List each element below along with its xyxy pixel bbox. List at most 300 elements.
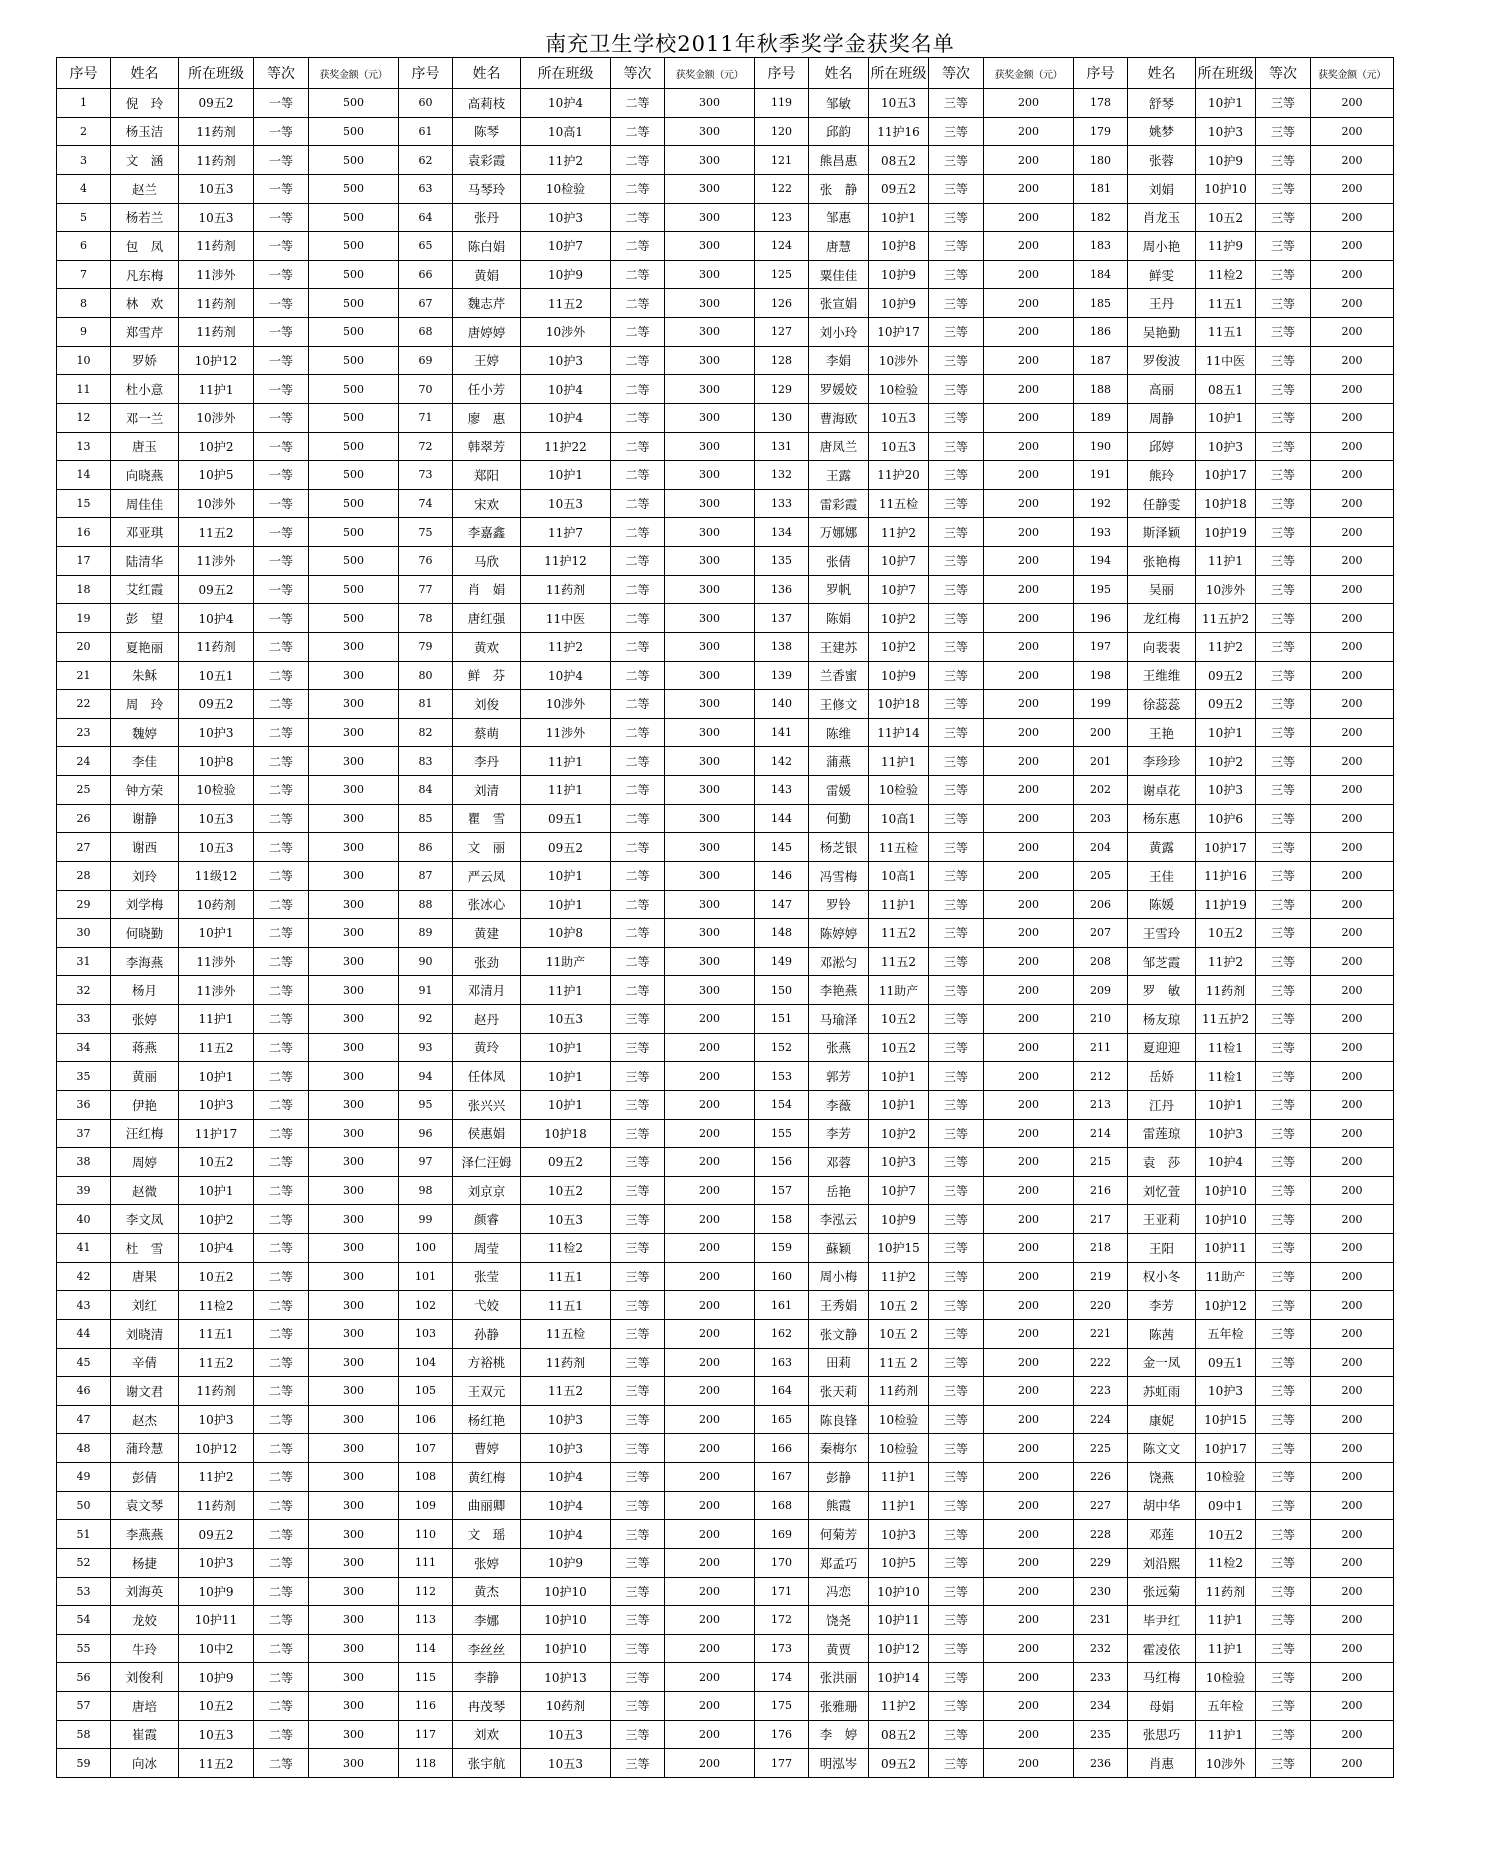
award-grade: 三等	[611, 1463, 665, 1492]
award-amount: 200	[665, 1119, 755, 1148]
class-name: 11护16	[1196, 861, 1256, 890]
award-amount: 200	[984, 632, 1074, 661]
award-amount: 300	[309, 1606, 399, 1635]
table-row	[57, 1491, 1394, 1520]
header-grade: 等次	[611, 58, 665, 89]
student-name: 袁彩霞	[453, 146, 521, 175]
award-amount: 200	[1311, 1606, 1394, 1635]
row-number: 34	[57, 1033, 111, 1062]
class-name: 10护9	[869, 1205, 929, 1234]
award-amount: 200	[984, 1491, 1074, 1520]
class-name: 10护15	[869, 1234, 929, 1263]
award-amount: 200	[665, 1377, 755, 1406]
student-name: 文 瑶	[453, 1520, 521, 1549]
student-name: 唐慧	[809, 232, 869, 261]
row-number: 48	[57, 1434, 111, 1463]
row-number: 230	[1074, 1577, 1128, 1606]
student-name: 张文静	[809, 1319, 869, 1348]
award-amount: 300	[309, 632, 399, 661]
student-name: 刘娟	[1128, 174, 1196, 203]
class-name: 10涉外	[869, 346, 929, 375]
class-name: 10护4	[521, 1463, 611, 1492]
row-number: 67	[399, 289, 453, 318]
student-name: 王艳	[1128, 718, 1196, 747]
row-number: 162	[755, 1319, 809, 1348]
award-grade: 三等	[1256, 575, 1311, 604]
class-name: 10护9	[179, 1577, 254, 1606]
award-amount: 200	[984, 1148, 1074, 1177]
row-number: 94	[399, 1062, 453, 1091]
award-amount: 500	[309, 174, 399, 203]
class-name: 11五检	[869, 489, 929, 518]
class-name: 10护4	[521, 403, 611, 432]
award-amount: 200	[1311, 833, 1394, 862]
student-name: 张冰心	[453, 890, 521, 919]
award-amount: 200	[1311, 1377, 1394, 1406]
class-name: 10护1	[179, 1176, 254, 1205]
class-name: 11护1	[869, 1463, 929, 1492]
student-name: 杨红艳	[453, 1405, 521, 1434]
award-amount: 300	[665, 260, 755, 289]
row-number: 59	[57, 1749, 111, 1778]
student-name: 李娜	[453, 1606, 521, 1635]
award-grade: 二等	[611, 346, 665, 375]
row-number: 183	[1074, 232, 1128, 261]
award-amount: 200	[1311, 604, 1394, 633]
student-name: 文 涵	[111, 146, 179, 175]
award-grade: 三等	[929, 1090, 984, 1119]
row-number: 85	[399, 804, 453, 833]
award-grade: 二等	[611, 861, 665, 890]
class-name: 11五1	[521, 1262, 611, 1291]
class-name: 11护1	[869, 890, 929, 919]
class-name: 10涉外	[179, 403, 254, 432]
table-row	[57, 1148, 1394, 1177]
row-number: 25	[57, 776, 111, 805]
award-amount: 200	[984, 174, 1074, 203]
award-grade: 三等	[1256, 1005, 1311, 1034]
class-name: 10高1	[869, 804, 929, 833]
award-grade: 三等	[929, 1463, 984, 1492]
class-name: 10护12	[179, 1434, 254, 1463]
award-grade: 一等	[254, 346, 309, 375]
row-number: 114	[399, 1634, 453, 1663]
student-name: 何菊芳	[809, 1520, 869, 1549]
row-number: 172	[755, 1606, 809, 1635]
row-number: 219	[1074, 1262, 1128, 1291]
table-row	[57, 890, 1394, 919]
row-number: 185	[1074, 289, 1128, 318]
class-name: 11涉外	[179, 260, 254, 289]
class-name: 10护9	[1196, 146, 1256, 175]
row-number: 150	[755, 976, 809, 1005]
table-body	[57, 89, 1394, 1778]
student-name: 邓蓉	[809, 1148, 869, 1177]
student-name: 陈文文	[1128, 1434, 1196, 1463]
student-name: 林 欢	[111, 289, 179, 318]
award-grade: 一等	[254, 547, 309, 576]
award-grade: 三等	[1256, 1090, 1311, 1119]
table-row	[57, 518, 1394, 547]
student-name: 肖龙玉	[1128, 203, 1196, 232]
row-number: 19	[57, 604, 111, 633]
student-name: 高莉枝	[453, 89, 521, 118]
table-row	[57, 146, 1394, 175]
award-grade: 一等	[254, 403, 309, 432]
award-grade: 三等	[1256, 174, 1311, 203]
row-number: 60	[399, 89, 453, 118]
student-name: 张丹	[453, 203, 521, 232]
student-name: 谢西	[111, 833, 179, 862]
award-grade: 三等	[929, 1405, 984, 1434]
student-name: 夏艳丽	[111, 632, 179, 661]
student-name: 张兴兴	[453, 1090, 521, 1119]
header-amount: 获奖金额（元）	[1311, 58, 1394, 89]
award-amount: 200	[984, 346, 1074, 375]
student-name: 宋欢	[453, 489, 521, 518]
student-name: 陈茜	[1128, 1319, 1196, 1348]
award-amount: 300	[309, 1062, 399, 1091]
award-amount: 200	[1311, 1749, 1394, 1778]
row-number: 81	[399, 690, 453, 719]
class-name: 11助产	[521, 947, 611, 976]
class-name: 11护1	[521, 776, 611, 805]
student-name: 汪红梅	[111, 1119, 179, 1148]
row-number: 190	[1074, 432, 1128, 461]
class-name: 10五2	[1196, 919, 1256, 948]
award-amount: 500	[309, 403, 399, 432]
award-amount: 200	[984, 1692, 1074, 1721]
class-name: 10护9	[521, 260, 611, 289]
award-amount: 300	[309, 861, 399, 890]
class-name: 10护3	[1196, 432, 1256, 461]
row-number: 61	[399, 117, 453, 146]
award-amount: 200	[984, 1463, 1074, 1492]
award-grade: 三等	[1256, 1148, 1311, 1177]
table-row	[57, 1577, 1394, 1606]
student-name: 肖 娟	[453, 575, 521, 604]
table-row	[57, 346, 1394, 375]
student-name: 龙姣	[111, 1606, 179, 1635]
award-amount: 200	[1311, 547, 1394, 576]
award-grade: 二等	[254, 1033, 309, 1062]
award-amount: 200	[984, 1033, 1074, 1062]
header-no: 序号	[1074, 58, 1128, 89]
row-number: 118	[399, 1749, 453, 1778]
row-number: 54	[57, 1606, 111, 1635]
award-grade: 二等	[254, 1606, 309, 1635]
student-name: 周 玲	[111, 690, 179, 719]
class-name: 11检2	[179, 1291, 254, 1320]
award-amount: 300	[309, 1692, 399, 1721]
row-number: 227	[1074, 1491, 1128, 1520]
award-amount: 300	[665, 461, 755, 490]
award-grade: 二等	[254, 690, 309, 719]
award-amount: 200	[984, 89, 1074, 118]
class-name: 10护1	[521, 1033, 611, 1062]
award-amount: 300	[309, 976, 399, 1005]
award-amount: 200	[984, 1234, 1074, 1263]
row-number: 103	[399, 1319, 453, 1348]
row-number: 115	[399, 1663, 453, 1692]
student-name: 谢静	[111, 804, 179, 833]
award-amount: 500	[309, 89, 399, 118]
scholarship-table	[56, 57, 1394, 1778]
award-grade: 三等	[1256, 1033, 1311, 1062]
student-name: 蘇颖	[809, 1234, 869, 1263]
class-name: 10护3	[1196, 1119, 1256, 1148]
row-number: 20	[57, 632, 111, 661]
table-row	[57, 1319, 1394, 1348]
student-name: 韩翠芳	[453, 432, 521, 461]
table-row	[57, 861, 1394, 890]
row-number: 104	[399, 1348, 453, 1377]
student-name: 王露	[809, 461, 869, 490]
student-name: 钟方荣	[111, 776, 179, 805]
award-grade: 二等	[611, 547, 665, 576]
row-number: 216	[1074, 1176, 1128, 1205]
student-name: 陈维	[809, 718, 869, 747]
award-grade: 三等	[929, 1663, 984, 1692]
row-number: 128	[755, 346, 809, 375]
award-grade: 三等	[929, 747, 984, 776]
award-amount: 300	[665, 690, 755, 719]
class-name: 10护19	[1196, 518, 1256, 547]
award-amount: 200	[984, 117, 1074, 146]
class-name: 11药剂	[869, 1377, 929, 1406]
row-number: 101	[399, 1262, 453, 1291]
award-grade: 三等	[1256, 804, 1311, 833]
row-number: 90	[399, 947, 453, 976]
class-name: 10护15	[1196, 1405, 1256, 1434]
award-amount: 300	[665, 146, 755, 175]
award-grade: 三等	[1256, 461, 1311, 490]
award-grade: 三等	[611, 1634, 665, 1663]
row-number: 199	[1074, 690, 1128, 719]
row-number: 93	[399, 1033, 453, 1062]
row-number: 42	[57, 1262, 111, 1291]
row-number: 212	[1074, 1062, 1128, 1091]
class-name: 10五3	[521, 489, 611, 518]
row-number: 28	[57, 861, 111, 890]
class-name: 10护9	[179, 1663, 254, 1692]
award-amount: 200	[984, 1634, 1074, 1663]
award-amount: 300	[665, 117, 755, 146]
award-amount: 200	[984, 1377, 1074, 1406]
table-row	[57, 575, 1394, 604]
award-amount: 300	[665, 976, 755, 1005]
class-name: 10五1	[179, 661, 254, 690]
student-name: 彭倩	[111, 1463, 179, 1492]
row-number: 218	[1074, 1234, 1128, 1263]
student-name: 周佳佳	[111, 489, 179, 518]
student-name: 李文凤	[111, 1205, 179, 1234]
student-name: 饶尧	[809, 1606, 869, 1635]
row-number: 124	[755, 232, 809, 261]
student-name: 杨捷	[111, 1548, 179, 1577]
row-number: 11	[57, 375, 111, 404]
class-name: 11五2	[869, 919, 929, 948]
class-name: 09五2	[179, 575, 254, 604]
award-amount: 200	[1311, 232, 1394, 261]
row-number: 41	[57, 1234, 111, 1263]
class-name: 10护10	[1196, 1176, 1256, 1205]
award-amount: 200	[984, 1720, 1074, 1749]
row-number: 15	[57, 489, 111, 518]
student-name: 吴艳勤	[1128, 318, 1196, 347]
student-name: 唐红强	[453, 604, 521, 633]
award-amount: 200	[984, 1548, 1074, 1577]
student-name: 袁文琴	[111, 1491, 179, 1520]
student-name: 张天莉	[809, 1377, 869, 1406]
award-grade: 二等	[611, 976, 665, 1005]
row-number: 88	[399, 890, 453, 919]
class-name: 09五2	[869, 174, 929, 203]
award-amount: 200	[665, 1005, 755, 1034]
student-name: 谢文君	[111, 1377, 179, 1406]
award-amount: 200	[1311, 289, 1394, 318]
award-amount: 200	[1311, 489, 1394, 518]
award-grade: 二等	[254, 718, 309, 747]
student-name: 周小梅	[809, 1262, 869, 1291]
class-name: 10护11	[1196, 1234, 1256, 1263]
row-number: 23	[57, 718, 111, 747]
award-grade: 三等	[1256, 1663, 1311, 1692]
student-name: 蔡萌	[453, 718, 521, 747]
student-name: 肖惠	[1128, 1749, 1196, 1778]
award-grade: 二等	[611, 804, 665, 833]
award-amount: 200	[984, 146, 1074, 175]
student-name: 张燕	[809, 1033, 869, 1062]
student-name: 崔霞	[111, 1720, 179, 1749]
header-no: 序号	[57, 58, 111, 89]
award-grade: 一等	[254, 432, 309, 461]
class-name: 10五3	[869, 89, 929, 118]
award-grade: 三等	[929, 1491, 984, 1520]
class-name: 11药剂	[521, 1348, 611, 1377]
student-name: 马琴玲	[453, 174, 521, 203]
award-grade: 三等	[929, 575, 984, 604]
award-grade: 三等	[929, 861, 984, 890]
row-number: 107	[399, 1434, 453, 1463]
award-grade: 三等	[1256, 1119, 1311, 1148]
table-row	[57, 203, 1394, 232]
student-name: 斯泽颖	[1128, 518, 1196, 547]
award-grade: 三等	[929, 174, 984, 203]
award-amount: 300	[309, 1663, 399, 1692]
award-amount: 200	[665, 1319, 755, 1348]
award-grade: 三等	[1256, 289, 1311, 318]
row-number: 196	[1074, 604, 1128, 633]
award-amount: 300	[309, 1090, 399, 1119]
award-grade: 二等	[254, 1176, 309, 1205]
award-grade: 三等	[929, 976, 984, 1005]
award-amount: 200	[1311, 1176, 1394, 1205]
row-number: 10	[57, 346, 111, 375]
table-row	[57, 289, 1394, 318]
row-number: 72	[399, 432, 453, 461]
row-number: 136	[755, 575, 809, 604]
award-amount: 300	[665, 575, 755, 604]
student-name: 刘欢	[453, 1720, 521, 1749]
student-name: 王维维	[1128, 661, 1196, 690]
row-number: 100	[399, 1234, 453, 1263]
award-grade: 三等	[1256, 890, 1311, 919]
award-amount: 300	[665, 518, 755, 547]
row-number: 156	[755, 1148, 809, 1177]
award-amount: 200	[984, 518, 1074, 547]
student-name: 赵杰	[111, 1405, 179, 1434]
student-name: 李娟	[809, 346, 869, 375]
student-name: 唐培	[111, 1692, 179, 1721]
row-number: 217	[1074, 1205, 1128, 1234]
award-grade: 一等	[254, 604, 309, 633]
student-name: 李静	[453, 1663, 521, 1692]
class-name: 09五2	[869, 1749, 929, 1778]
student-name: 王秀娟	[809, 1291, 869, 1320]
table-row	[57, 1720, 1394, 1749]
student-name: 冯雪梅	[809, 861, 869, 890]
class-name: 11护2	[1196, 632, 1256, 661]
row-number: 5	[57, 203, 111, 232]
award-amount: 200	[1311, 1491, 1394, 1520]
award-grade: 三等	[1256, 1062, 1311, 1091]
row-number: 110	[399, 1520, 453, 1549]
class-name: 10护2	[1196, 747, 1256, 776]
award-grade: 三等	[929, 1348, 984, 1377]
award-grade: 三等	[611, 1090, 665, 1119]
row-number: 49	[57, 1463, 111, 1492]
student-name: 凡东梅	[111, 260, 179, 289]
award-grade: 一等	[254, 203, 309, 232]
class-name: 11药剂	[179, 289, 254, 318]
row-number: 189	[1074, 403, 1128, 432]
award-grade: 二等	[611, 146, 665, 175]
class-name: 09五2	[1196, 690, 1256, 719]
student-name: 张宇航	[453, 1749, 521, 1778]
row-number: 166	[755, 1434, 809, 1463]
row-number: 119	[755, 89, 809, 118]
student-name: 黄贾	[809, 1634, 869, 1663]
award-amount: 200	[984, 776, 1074, 805]
class-name: 10五2	[1196, 203, 1256, 232]
row-number: 200	[1074, 718, 1128, 747]
row-number: 116	[399, 1692, 453, 1721]
student-name: 黄红梅	[453, 1463, 521, 1492]
student-name: 毕尹红	[1128, 1606, 1196, 1635]
row-number: 36	[57, 1090, 111, 1119]
award-amount: 200	[984, 1090, 1074, 1119]
row-number: 122	[755, 174, 809, 203]
award-grade: 二等	[611, 461, 665, 490]
student-name: 王建苏	[809, 632, 869, 661]
row-number: 71	[399, 403, 453, 432]
award-grade: 二等	[611, 518, 665, 547]
class-name: 11护1	[521, 747, 611, 776]
row-number: 92	[399, 1005, 453, 1034]
award-amount: 500	[309, 575, 399, 604]
award-amount: 300	[665, 776, 755, 805]
award-amount: 300	[665, 289, 755, 318]
student-name: 唐婷婷	[453, 318, 521, 347]
table-row	[57, 375, 1394, 404]
award-grade: 二等	[254, 833, 309, 862]
student-name: 周小艳	[1128, 232, 1196, 261]
class-name: 10药剂	[179, 890, 254, 919]
row-number: 69	[399, 346, 453, 375]
award-amount: 200	[984, 833, 1074, 862]
student-name: 李芳	[1128, 1291, 1196, 1320]
